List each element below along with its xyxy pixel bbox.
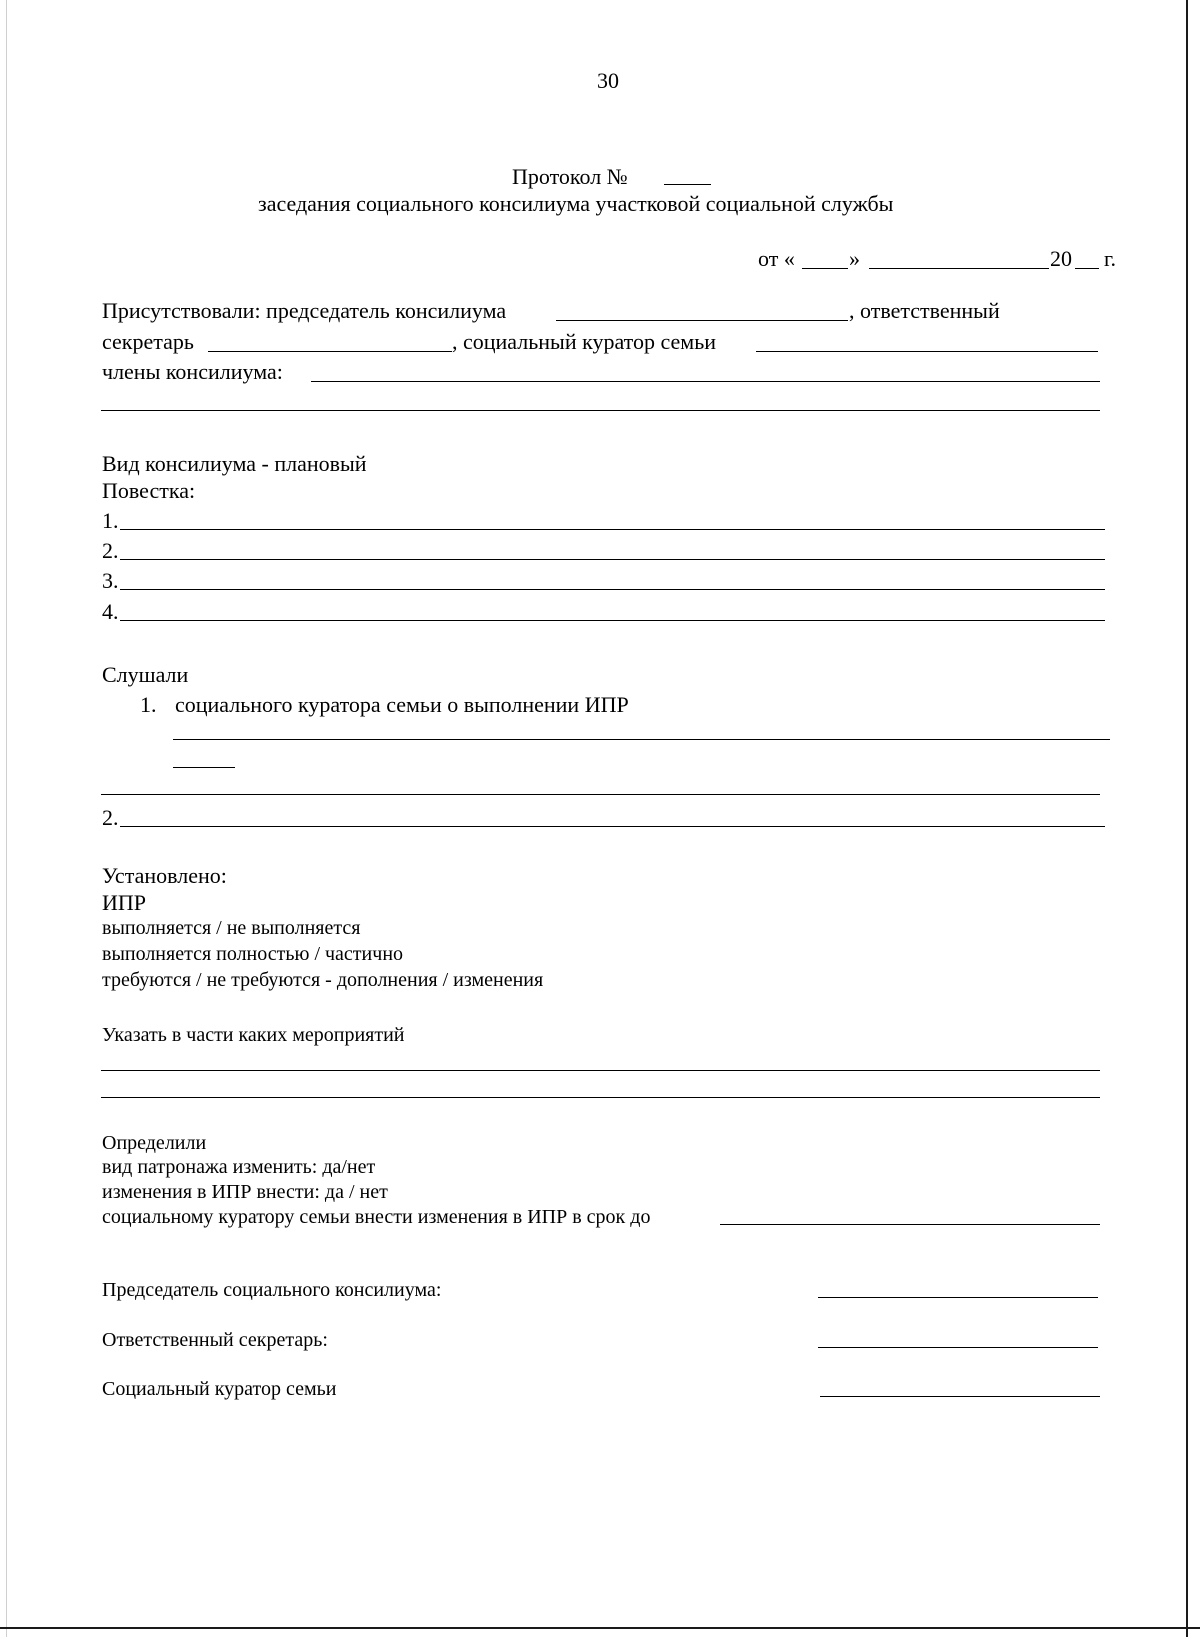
determined-deadline-label: социальному куратору семьи внести изменения в ИПР в срок до <box>102 1206 651 1228</box>
determined-option-1[interactable]: вид патронажа изменить: да/нет <box>102 1156 376 1178</box>
members-field-continued[interactable] <box>101 410 1100 411</box>
agenda-item-2-num: 2. <box>102 538 119 563</box>
signature-chair-label: Председатель социального консилиума: <box>102 1279 442 1301</box>
signature-secretary-label: Ответственный секретарь: <box>102 1329 328 1351</box>
established-option-2[interactable]: выполняется полностью / частично <box>102 943 404 965</box>
scan-edge-left <box>6 0 7 1637</box>
established-option-3[interactable]: требуются / не требуются - дополнения / изменения <box>102 969 544 991</box>
date-suffix: г. <box>1104 246 1117 271</box>
attendance-tail: , ответственный <box>849 298 1000 323</box>
scan-edge-bottom <box>0 1627 1200 1629</box>
agenda-item-4-num: 4. <box>102 599 119 624</box>
specify-field-2[interactable] <box>101 1097 1100 1098</box>
agenda-item-3-field[interactable] <box>120 589 1105 590</box>
agenda-heading: Повестка: <box>102 478 196 503</box>
curator-label: , социальный куратор семьи <box>452 329 717 354</box>
date-prefix: от « <box>758 246 795 271</box>
established-option-1[interactable]: выполняется / не выполняется <box>102 917 361 939</box>
agenda-item-1-num: 1. <box>102 508 119 533</box>
members-label: члены консилиума: <box>102 359 283 384</box>
scan-edge-right <box>1186 0 1188 1637</box>
page-number: 30 <box>597 68 619 93</box>
date-year-field[interactable] <box>1075 268 1099 269</box>
determined-heading: Определили <box>102 1132 207 1154</box>
secretary-name-field[interactable] <box>208 351 452 352</box>
heard-item-1-num: 1. <box>140 692 157 717</box>
protocol-number-field[interactable] <box>664 184 711 185</box>
protocol-subtitle: заседания социального консилиума участковой социальной службы <box>258 191 894 216</box>
heard-item-2-num: 2. <box>102 805 119 830</box>
established-ipr: ИПР <box>102 890 147 915</box>
chair-name-field[interactable] <box>556 320 848 321</box>
consilium-type: Вид консилиума - плановый <box>102 451 367 476</box>
signature-chair-field[interactable] <box>818 1297 1098 1298</box>
curator-name-field[interactable] <box>756 351 1098 352</box>
heard-item-1-field-short[interactable] <box>173 767 235 768</box>
protocol-title: Протокол № <box>512 164 628 189</box>
agenda-item-3-num: 3. <box>102 568 119 593</box>
attendance-label: Присутствовали: председатель консилиума <box>102 298 507 323</box>
specify-label: Указать в части каких мероприятий <box>102 1024 405 1046</box>
date-mid: » <box>849 246 860 271</box>
heard-item-1-field[interactable] <box>173 739 1110 740</box>
signature-curator-label: Социальный куратор семьи <box>102 1378 337 1400</box>
agenda-item-2-field[interactable] <box>120 559 1105 560</box>
specify-field-1[interactable] <box>101 1070 1100 1071</box>
signature-curator-field[interactable] <box>820 1396 1100 1397</box>
date-day-field[interactable] <box>802 268 848 269</box>
date-year-prefix: 20 <box>1050 246 1072 271</box>
heard-heading: Слушали <box>102 662 189 687</box>
agenda-item-4-field[interactable] <box>120 620 1105 621</box>
established-heading: Установлено: <box>102 863 227 888</box>
agenda-item-1-field[interactable] <box>120 529 1105 530</box>
signature-secretary-field[interactable] <box>818 1347 1098 1348</box>
heard-item-1-field-continued[interactable] <box>101 794 1100 795</box>
members-field[interactable] <box>311 381 1100 382</box>
determined-option-2[interactable]: изменения в ИПР внести: да / нет <box>102 1181 388 1203</box>
date-month-field[interactable] <box>869 268 1049 269</box>
heard-item-1-text: социального куратора семьи о выполнении ИПР <box>175 692 629 717</box>
heard-item-2-field[interactable] <box>120 826 1105 827</box>
secretary-label: секретарь <box>102 329 194 354</box>
deadline-field[interactable] <box>720 1224 1100 1225</box>
